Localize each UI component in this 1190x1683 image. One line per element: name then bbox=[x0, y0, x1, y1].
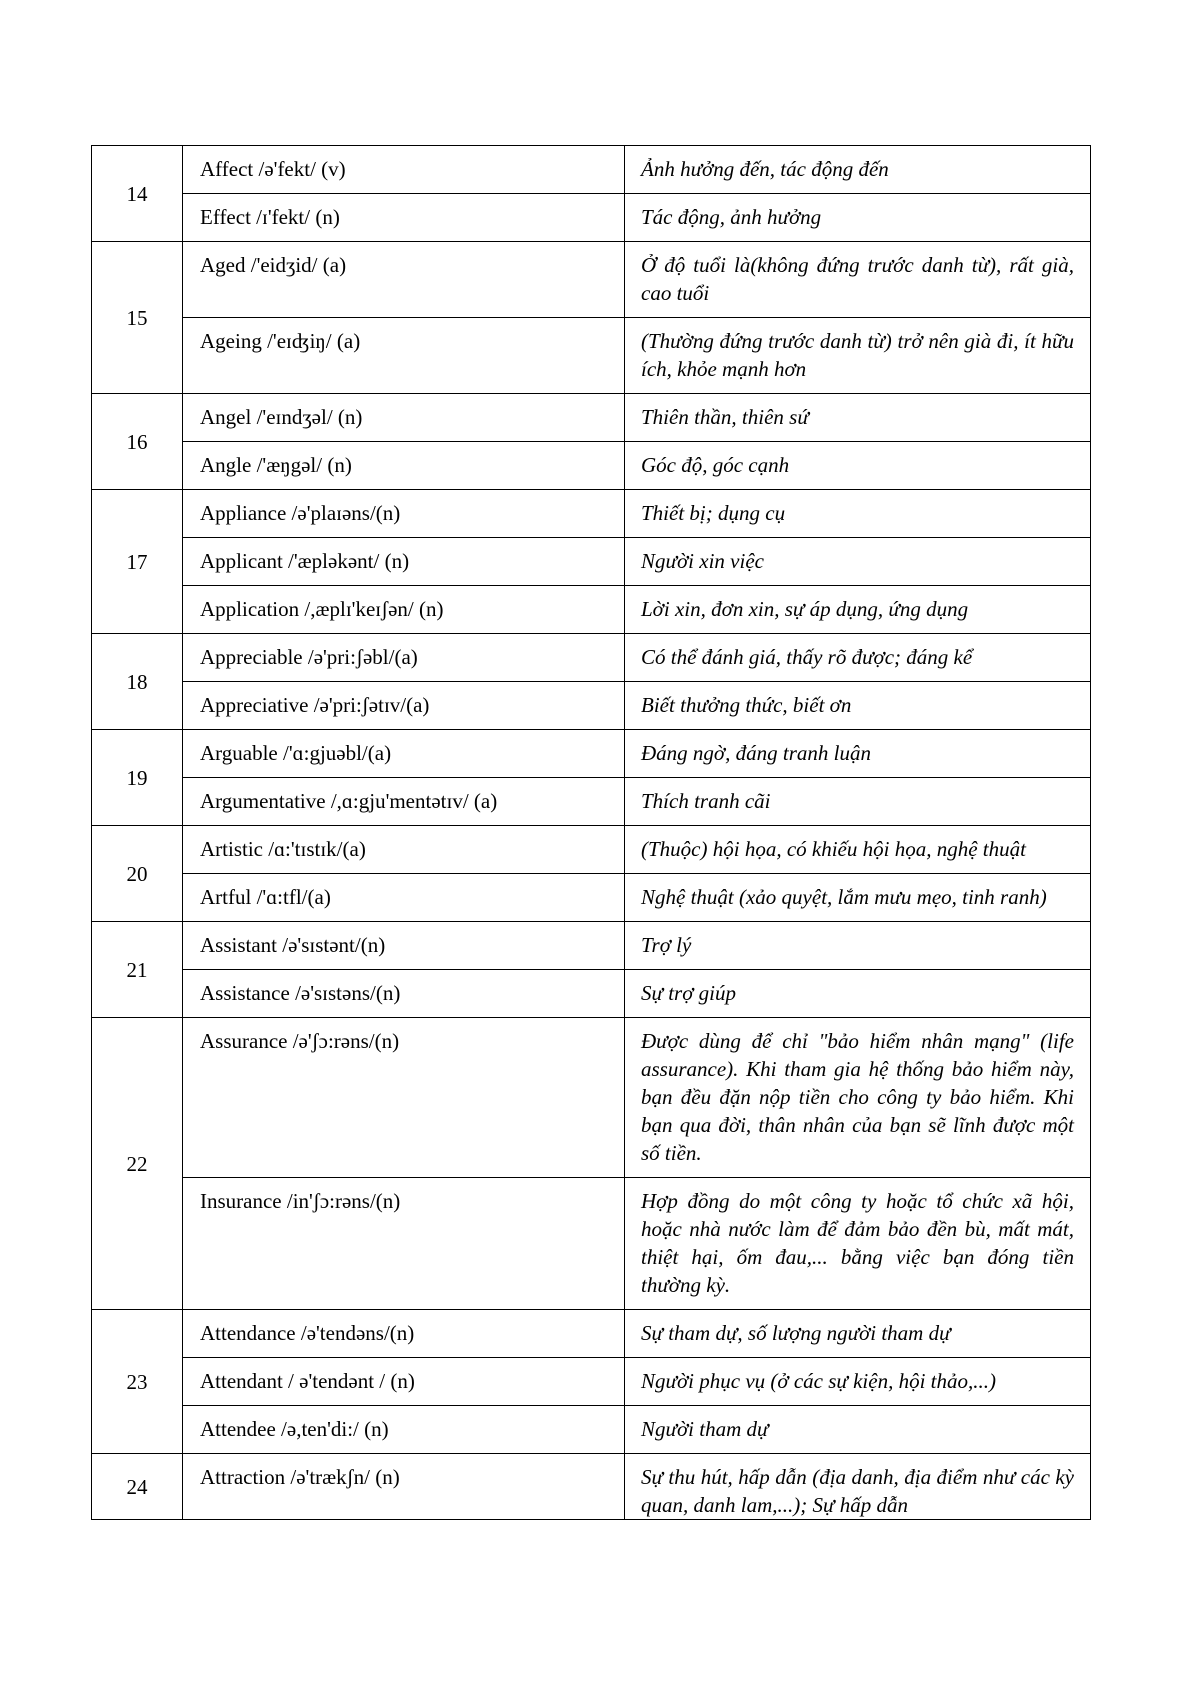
vocabulary-meaning bbox=[625, 194, 1091, 242]
table-row bbox=[92, 730, 1091, 778]
entry-number: 18 bbox=[92, 634, 183, 730]
table-row bbox=[92, 826, 1091, 874]
vocabulary-word: Affect /ə'fekt/ (v) bbox=[183, 146, 625, 194]
vocabulary-word: Attendant / ə'tendənt / (n) bbox=[183, 1358, 625, 1406]
table-row bbox=[92, 490, 1091, 538]
meaning-text: Thiết bị; dụng cụ bbox=[641, 501, 786, 525]
meaning-text: Ở độ tuổi là(không đứng trước danh từ), rất già, cao tuổi bbox=[641, 253, 1074, 305]
entry-number: 24 bbox=[92, 1454, 183, 1520]
vocabulary-word: Attraction /ə'trækʃn/ (n) bbox=[183, 1454, 625, 1520]
meaning-text: Sự thu hút, hấp dẫn (địa danh, địa điểm như các kỳ quan, danh lam,...); Sự hấp dẫn bbox=[641, 1465, 1074, 1517]
vocabulary-meaning bbox=[625, 778, 1091, 826]
vocabulary-word: Appliance /ə'plaɪəns/(n) bbox=[183, 490, 625, 538]
meaning-text: Được dùng để chỉ "bảo hiểm nhân mạng" (life assurance). Khi tham gia hệ thống bảo hiểm này, bạn đều đặn nộp tiền cho công ty bảo hiểm. Khi bạn qua đời, thân nhân của bạn sẽ lĩnh được một số tiền. bbox=[641, 1029, 1074, 1165]
meaning-text: Người phục vụ (ở các sự kiện, hội thảo,...) bbox=[641, 1369, 997, 1393]
entry-number: 23 bbox=[92, 1310, 183, 1454]
vocabulary-word: Appreciable /ə'pri:ʃəbl/(a) bbox=[183, 634, 625, 682]
table-row bbox=[92, 1406, 1091, 1454]
meaning-text: Góc độ, góc cạnh bbox=[641, 453, 790, 477]
table-row bbox=[92, 1018, 1091, 1178]
vocabulary-meaning bbox=[625, 634, 1091, 682]
vocabulary-word: Angle /'æŋgəl/ (n) bbox=[183, 442, 625, 490]
vocabulary-meaning bbox=[625, 394, 1091, 442]
entry-number: 19 bbox=[92, 730, 183, 826]
vocabulary-meaning bbox=[625, 538, 1091, 586]
vocabulary-table bbox=[91, 145, 1091, 1520]
vocabulary-meaning bbox=[625, 490, 1091, 538]
meaning-text: Người tham dự bbox=[641, 1417, 769, 1441]
vocabulary-meaning bbox=[625, 1358, 1091, 1406]
vocabulary-meaning bbox=[625, 242, 1091, 318]
table-row bbox=[92, 586, 1091, 634]
vocabulary-table-body bbox=[92, 146, 1091, 1520]
vocabulary-meaning bbox=[625, 826, 1091, 874]
meaning-text: Có thể đánh giá, thấy rõ được; đáng kể bbox=[641, 645, 973, 669]
meaning-text: Sự tham dự, số lượng người tham dự bbox=[641, 1321, 951, 1345]
vocabulary-word: Artistic /ɑ:'tɪstɪk/(a) bbox=[183, 826, 625, 874]
table-row bbox=[92, 242, 1091, 318]
meaning-text: Thiên thần, thiên sứ bbox=[641, 405, 809, 429]
meaning-text: (Thường đứng trước danh từ) trở nên già đi, ít hữu ích, khỏe mạnh hơn bbox=[641, 329, 1074, 381]
vocabulary-meaning bbox=[625, 730, 1091, 778]
entry-number: 20 bbox=[92, 826, 183, 922]
vocabulary-meaning bbox=[625, 970, 1091, 1018]
table-row bbox=[92, 194, 1091, 242]
meaning-text: Lời xin, đơn xin, sự áp dụng, ứng dụng bbox=[641, 597, 969, 621]
vocabulary-meaning bbox=[625, 146, 1091, 194]
vocabulary-meaning bbox=[625, 1018, 1091, 1178]
vocabulary-meaning bbox=[625, 922, 1091, 970]
meaning-text: Hợp đồng do một công ty hoặc tổ chức xã hội, hoặc nhà nước làm để đảm bảo đền bù, mất mát, thiệt hại, ốm đau,... bằng việc bạn đóng tiền thường kỳ. bbox=[641, 1189, 1074, 1297]
table-row bbox=[92, 922, 1091, 970]
entry-number: 16 bbox=[92, 394, 183, 490]
vocabulary-word: Application /,æplɪ'keɪʃən/ (n) bbox=[183, 586, 625, 634]
table-row bbox=[92, 1310, 1091, 1358]
meaning-text: Biết thưởng thức, biết ơn bbox=[641, 693, 852, 717]
meaning-text: Đáng ngờ, đáng tranh luận bbox=[641, 741, 871, 765]
vocabulary-meaning bbox=[625, 586, 1091, 634]
table-row bbox=[92, 1178, 1091, 1310]
vocabulary-meaning bbox=[625, 1310, 1091, 1358]
vocabulary-meaning bbox=[625, 874, 1091, 922]
table-row bbox=[92, 538, 1091, 586]
vocabulary-word: Appreciative /ə'pri:ʃətɪv/(a) bbox=[183, 682, 625, 730]
vocabulary-word: Arguable /'ɑ:gjuəbl/(a) bbox=[183, 730, 625, 778]
table-row bbox=[92, 874, 1091, 922]
table-row bbox=[92, 442, 1091, 490]
table-row bbox=[92, 394, 1091, 442]
vocabulary-meaning bbox=[625, 442, 1091, 490]
vocabulary-word: Argumentative /,ɑ:gju'mentətɪv/ (a) bbox=[183, 778, 625, 826]
meaning-text: Trợ lý bbox=[641, 933, 692, 957]
vocabulary-word: Ageing /'eɪʤiŋ/ (a) bbox=[183, 318, 625, 394]
vocabulary-word: Attendance /ə'tendəns/(n) bbox=[183, 1310, 625, 1358]
vocabulary-word: Aged /'eidʒid/ (a) bbox=[183, 242, 625, 318]
table-row bbox=[92, 682, 1091, 730]
vocabulary-meaning bbox=[625, 318, 1091, 394]
meaning-text: Sự trợ giúp bbox=[641, 981, 737, 1005]
vocabulary-word: Applicant /'æpləkənt/ (n) bbox=[183, 538, 625, 586]
vocabulary-word: Assistant /ə'sɪstənt/(n) bbox=[183, 922, 625, 970]
vocabulary-word: Attendee /ə,ten'di:/ (n) bbox=[183, 1406, 625, 1454]
meaning-text: Người xin việc bbox=[641, 549, 764, 573]
vocabulary-word: Assistance /ə'sɪstəns/(n) bbox=[183, 970, 625, 1018]
meaning-text: Tác động, ảnh hưởng bbox=[641, 205, 822, 229]
meaning-text: (Thuộc) hội họa, có khiếu hội họa, nghệ thuật bbox=[641, 837, 1026, 861]
table-row bbox=[92, 970, 1091, 1018]
table-row bbox=[92, 146, 1091, 194]
vocabulary-meaning bbox=[625, 682, 1091, 730]
vocabulary-word: Insurance /in'ʃɔ:rəns/(n) bbox=[183, 1178, 625, 1310]
vocabulary-meaning bbox=[625, 1178, 1091, 1310]
entry-number: 22 bbox=[92, 1018, 183, 1310]
entry-number: 14 bbox=[92, 146, 183, 242]
table-row bbox=[92, 1454, 1091, 1520]
vocabulary-word: Effect /ɪ'fekt/ (n) bbox=[183, 194, 625, 242]
table-row bbox=[92, 778, 1091, 826]
entry-number: 15 bbox=[92, 242, 183, 394]
vocabulary-meaning bbox=[625, 1454, 1091, 1520]
meaning-text: Ảnh hưởng đến, tác động đến bbox=[641, 157, 889, 181]
vocabulary-meaning bbox=[625, 1406, 1091, 1454]
meaning-text: Nghệ thuật (xảo quyệt, lắm mưu mẹo, tinh ranh) bbox=[641, 885, 1047, 909]
meaning-text: Thích tranh cãi bbox=[641, 789, 771, 813]
vocabulary-word: Angel /'eɪndʒəl/ (n) bbox=[183, 394, 625, 442]
entry-number: 17 bbox=[92, 490, 183, 634]
vocabulary-word: Artful /'ɑ:tfl/(a) bbox=[183, 874, 625, 922]
vocabulary-word: Assurance /ə'ʃɔ:rəns/(n) bbox=[183, 1018, 625, 1178]
table-row bbox=[92, 318, 1091, 394]
table-row bbox=[92, 634, 1091, 682]
table-row bbox=[92, 1358, 1091, 1406]
entry-number: 21 bbox=[92, 922, 183, 1018]
